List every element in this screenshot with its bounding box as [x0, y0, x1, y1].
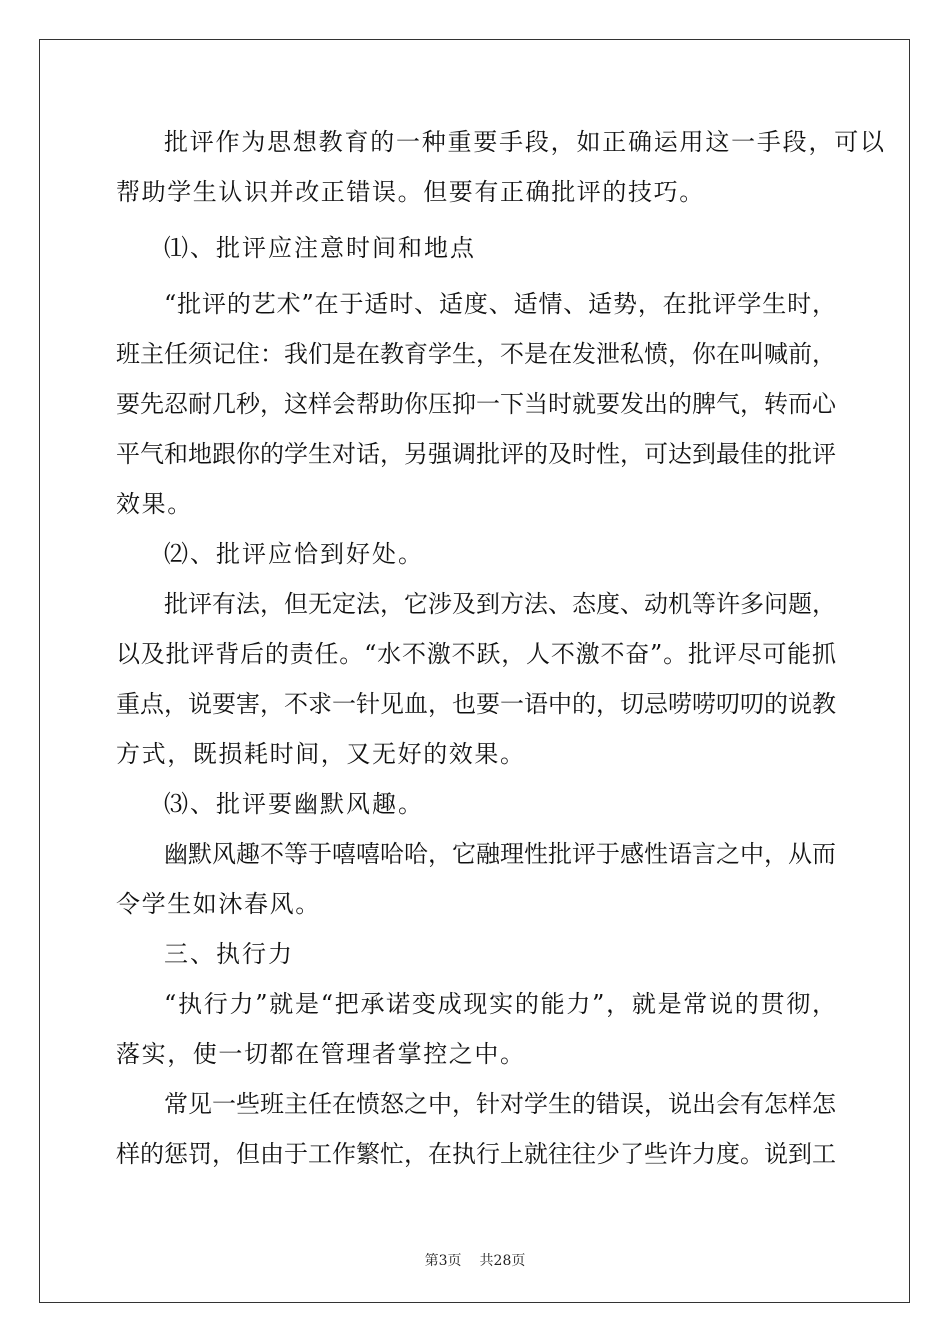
- total-pages: 共28页: [479, 1253, 526, 1269]
- paragraph-line: 方式，既损耗时间，又无好的效果。: [116, 740, 526, 768]
- page-footer: [0, 1252, 950, 1270]
- paragraph-line: 帮助学生认识并改正错误。但要有正确批评的技巧。: [116, 178, 705, 206]
- paragraph-line: 令学生如沐春风。: [116, 890, 321, 918]
- paragraph-line: “批评的艺术”在于适时、适度、适情、适势，在批评学生时，: [164, 290, 836, 318]
- paragraph-line: 平气和地跟你的学生对话，另强调批评的及时性，可达到最佳的批评: [116, 440, 836, 468]
- paragraph-line: 常见一些班主任在愤怒之中，针对学生的错误，说出会有怎样怎: [164, 1090, 836, 1118]
- paragraph-line: “执行力”就是“把承诺变成现实的能力”，就是常说的贯彻，: [164, 990, 836, 1018]
- page-number: 第3页: [424, 1253, 462, 1269]
- section-heading: ⑴、批评应注意时间和地点: [164, 234, 476, 262]
- paragraph-line: 效果。: [116, 490, 193, 518]
- paragraph-line: 重点，说要害，不求一针见血，也要一语中的，切忌唠唠叨叨的说教: [116, 690, 836, 718]
- paragraph-line: 要先忍耐几秒，这样会帮助你压抑一下当时就要发出的脾气，转而心: [116, 390, 836, 418]
- paragraph-line: 班主任须记住：我们是在教育学生，不是在发泄私愤，你在叫喊前，: [116, 340, 836, 368]
- section-heading: 三、执行力: [164, 940, 294, 968]
- paragraph-line: 以及批评背后的责任。“水不激不跃，人不激不奋”。批评尽可能抓: [116, 640, 836, 668]
- paragraph-line: 批评作为思想教育的一种重要手段，如正确运用这一手段，可以: [164, 128, 884, 156]
- paragraph-line: 样的惩罚，但由于工作繁忙，在执行上就往往少了些许力度。说到工: [116, 1140, 836, 1168]
- paragraph-line: 幽默风趣不等于嘻嘻哈哈，它融理性批评于感性语言之中，从而: [164, 840, 836, 868]
- paragraph-line: 批评有法，但无定法，它涉及到方法、态度、动机等许多问题，: [164, 590, 836, 618]
- section-heading: ⑶、批评要幽默风趣。: [164, 790, 424, 818]
- section-heading: ⑵、批评应恰到好处。: [164, 540, 424, 568]
- paragraph-line: 落实，使一切都在管理者掌控之中。: [116, 1040, 526, 1068]
